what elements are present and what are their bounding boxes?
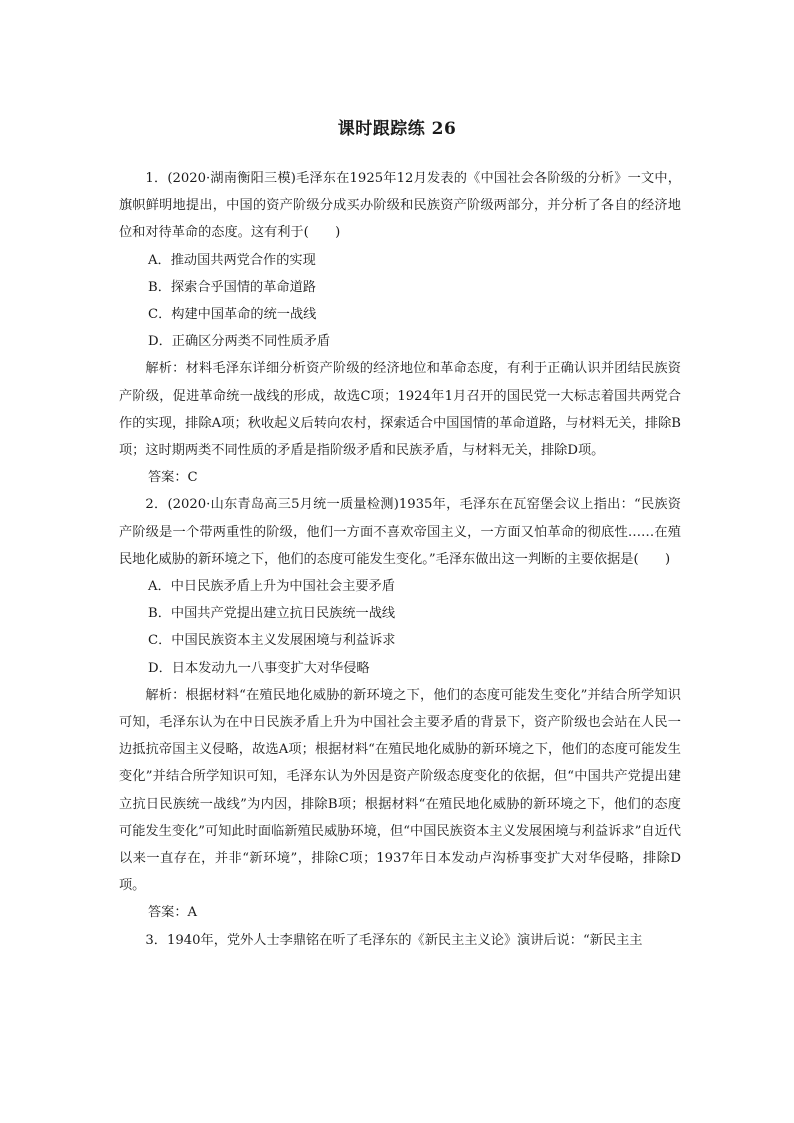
page-title: 课时跟踪练 26 [337, 119, 457, 139]
question-analysis: 解析：根据材料“在殖民地化威胁的新环境之下，他们的态度可能发生变化”并结合所学知识可知，毛泽东认为在中日民族矛盾上升为中国社会主要矛盾的背景下，资产阶级也会站在人民一边抵抗帝国主义侵略，故选A项；根据材料“在殖民地化威胁的新环境之下，他们的态度可能发生变化”并结合所学知识可知，毛泽东认为外因是资产阶级态度变化的依据，但“中国共产党提出建立抗日民族统一战线”为内因，排除B项；根据材料“在殖民地化威胁的新环境之下，他们的态度可能发生变化”可知此时面临新殖民威胁环境，但“中国民族资本主义发展困境与利益诉求”自近代以来一直存在，并非“新环境”，排除C项；1937年日本发动卢沟桥事变扩大对华侵略，排除D项。 [119, 687, 681, 894]
option-a: A．中日民族矛盾上升为中国社会主要矛盾 [148, 579, 395, 595]
option-b: B．探索合乎国情的革命道路 [148, 279, 316, 295]
question-answer: 答案：A [148, 905, 198, 921]
question-stem: 1．(2020·湖南衡阳三模)毛泽东在1925年12月发表的《中国社会各阶级的分析》一文中，旗帜鲜明地提出，中国的资产阶级分成买办阶级和民族资产阶级两部分，并分析了各自的经济地位和对待革命的态度。这有利于( ) [119, 171, 681, 241]
option-c: C．中国民族资本主义发展困境与利益诉求 [148, 633, 396, 649]
option-b: B．中国共产党提出建立抗日民族统一战线 [148, 606, 396, 622]
option-d: D．正确区分两类不同性质矛盾 [148, 334, 331, 350]
option-a: A．推动国共两党合作的实现 [148, 252, 316, 268]
option-d: D．日本发动九一八事变扩大对华侵略 [148, 660, 370, 676]
question-stem: 2．(2020·山东青岛高三5月统一质量检测)1935年，毛泽东在瓦窑堡会议上指出：“民族资产阶级是一个带两重性的阶级，他们一方面不喜欢帝国主义，一方面又怕革命的彻底性……在殖民地化威胁的新环境之下，他们的态度可能发生变化。”毛泽东做出这一判断的主要依据是( ) [119, 497, 681, 567]
question-3 [119, 927, 681, 954]
option-c: C．构建中国革命的统一战线 [148, 307, 317, 323]
question-2 [119, 491, 681, 926]
question-analysis: 解析：材料毛泽东详细分析资产阶级的经济地位和革命态度，有利于正确认识并团结民族资产阶级，促进革命统一战线的形成，故选C项；1924年1月召开的国民党一大标志着国共两党合作的实现，排除A项；秋收起义后转向农村，探索适合中国国情的革命道路，与材料无关，排除B项；这时期两类不同性质的矛盾是指阶级矛盾和民族矛盾，与材料无关，排除D项。 [119, 361, 681, 459]
document-body [119, 165, 681, 954]
question-answer: 答案：C [148, 470, 198, 486]
question-1 [119, 165, 681, 491]
question-stem: 3．1940年，党外人士李鼎铭在听了毛泽东的《新民主主义论》演讲后说：“新民主主 [145, 932, 643, 948]
